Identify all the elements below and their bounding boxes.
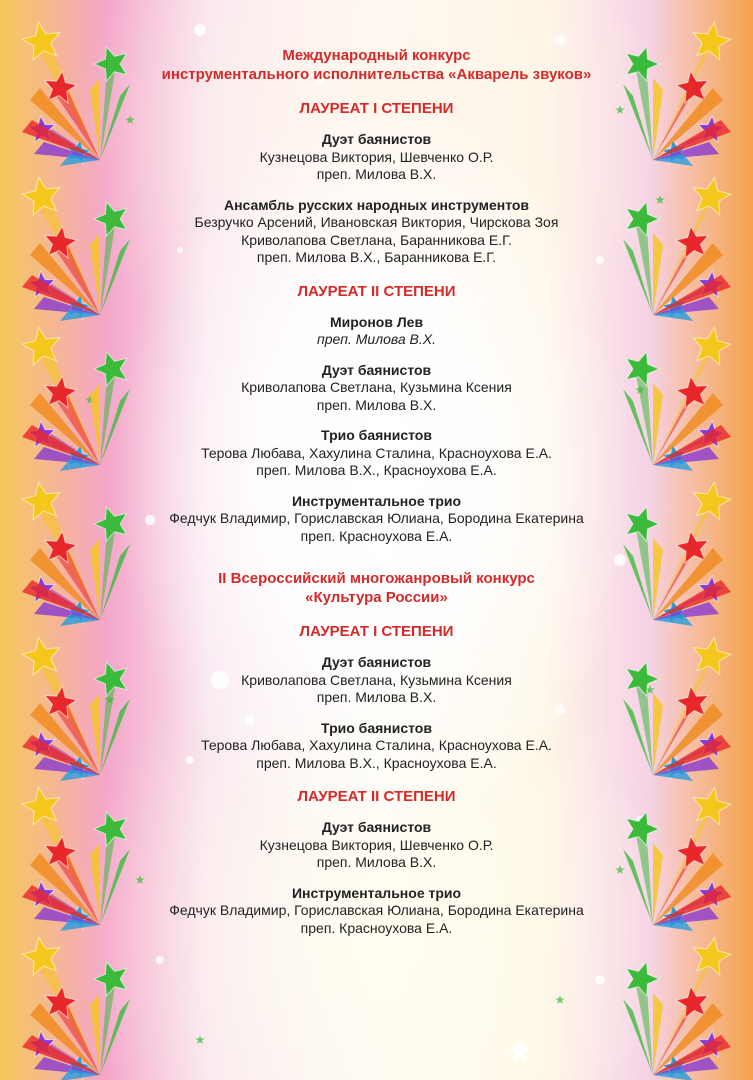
award-entry: [110, 493, 643, 546]
contest-title: [110, 46, 643, 84]
ray: [653, 383, 663, 465]
ray: [90, 78, 100, 160]
star-icon: [693, 787, 731, 825]
ray: [653, 843, 663, 925]
ray: [90, 538, 100, 620]
entry-title: Ансамбль русских народных инструментов: [223, 196, 530, 213]
entry-teacher: преп. Милова В.Х.: [316, 689, 437, 705]
sparkle: [555, 35, 565, 45]
sparkle-star-icon: [555, 995, 565, 1004]
entry-teacher: преп. Милова В.Х.: [316, 166, 437, 182]
entry-teacher: преп. Милова В.Х.: [316, 854, 437, 870]
ray: [90, 843, 100, 925]
entry-teacher: преп. Милова В.Х.: [316, 396, 437, 413]
star-icon: [676, 986, 708, 1018]
laureate-heading: ЛАУРЕАТ I СТЕПЕНИ: [299, 100, 454, 117]
star-icon: [676, 531, 708, 563]
award-entry: [110, 131, 643, 184]
entry-title: Инструментальное трио: [291, 492, 462, 509]
award-entry: [110, 819, 643, 872]
ray: [90, 993, 100, 1075]
ray: [90, 693, 100, 775]
ray: [653, 78, 663, 160]
star-icon: [693, 482, 731, 520]
entry-performers: Криволапова Светлана, Баранникова Е.Г.: [241, 231, 512, 248]
award-entry: [110, 362, 643, 415]
entry-title: Дуэт баянистов: [321, 654, 432, 670]
star-icon: [693, 327, 731, 365]
contest-1: [110, 46, 643, 545]
entry-teacher: преп. Милова В.Х.: [316, 331, 437, 347]
star-icon: [94, 962, 127, 996]
star-icon: [676, 71, 708, 103]
star-icon: [693, 637, 731, 675]
ray: [653, 233, 663, 315]
star-icon: [693, 937, 731, 975]
star-icon: [676, 686, 708, 718]
entry-performers: Федчук Владимир, Гориславская Юлиана, Бородина Екатерина: [169, 902, 584, 918]
contest-title-line: Международный конкурс: [282, 47, 471, 64]
ray: [653, 538, 663, 620]
star-icon: [676, 226, 708, 258]
contest-2: [110, 569, 643, 937]
sparkle-star-icon: [195, 1035, 205, 1044]
entry-performers: Терова Любава, Хахулина Сталина, Красноухова Е.А.: [201, 737, 552, 753]
ray: [90, 383, 100, 465]
entry-teacher: преп. Красноухова Е.А.: [300, 919, 453, 936]
awards-list: [110, 46, 643, 937]
entry-performers: Терова Любава, Хахулина Сталина, Красноухова Е.А.: [201, 444, 552, 461]
contest-title-line: «Культура России»: [305, 589, 448, 606]
star-icon: [693, 177, 731, 215]
star-icon: [676, 376, 708, 408]
award-entry: [110, 197, 643, 267]
entry-title: Миронов Лев: [329, 313, 424, 330]
sparkle: [194, 24, 206, 36]
entry-title: Трио баянистов: [321, 427, 432, 443]
contest-title-line: инструментального исполнительства «Акварель звуков»: [161, 66, 592, 83]
award-entry: [110, 427, 643, 480]
contest-title: [110, 569, 643, 607]
entry-teacher: преп. Милова В.Х., Красноухова Е.А.: [256, 462, 497, 478]
award-entry: [110, 314, 643, 349]
entry-performers: Кузнецова Виктория, Шевченко О.Р.: [259, 836, 494, 853]
entry-title: Инструментальное трио: [291, 884, 462, 901]
entry-teacher: преп. Милова В.Х., Баранникова Е.Г.: [256, 249, 497, 265]
entry-title: Дуэт баянистов: [321, 361, 432, 378]
entry-teacher: преп. Красноухова Е.А.: [300, 527, 453, 544]
sparkle-star-icon: [509, 1040, 532, 1062]
laureate-heading: ЛАУРЕАТ I СТЕПЕНИ: [299, 623, 454, 640]
laureate-heading: ЛАУРЕАТ II СТЕПЕНИ: [297, 788, 456, 805]
ray: [90, 233, 100, 315]
sparkle-star-icon: [655, 195, 665, 204]
entry-performers: Безручко Арсений, Ивановская Виктория, Чирскова Зоя: [194, 214, 559, 230]
award-entry: [110, 654, 643, 707]
award-entry: [110, 720, 643, 773]
entry-title: Трио баянистов: [321, 719, 432, 736]
star-icon: [676, 836, 708, 868]
sparkle: [595, 975, 605, 985]
entry-performers: Кузнецова Виктория, Шевченко О.Р.: [259, 148, 494, 165]
contest-title-line: II Всероссийский многожанровый конкурс: [218, 570, 535, 587]
entry-teacher: преп. Милова В.Х., Красноухова Е.А.: [256, 754, 497, 771]
sparkle: [156, 956, 164, 964]
laureate-heading: ЛАУРЕАТ II СТЕПЕНИ: [297, 282, 456, 300]
entry-title: Дуэт баянистов: [321, 819, 432, 835]
entry-performers: Федчук Владимир, Гориславская Юлиана, Бородина Екатерина: [169, 510, 584, 526]
ray: [653, 693, 663, 775]
star-icon: [626, 962, 659, 996]
entry-performers: Криволапова Светлана, Кузьмина Ксения: [241, 379, 512, 395]
star-icon: [693, 22, 731, 60]
award-entry: [110, 885, 643, 938]
entry-performers: Криволапова Светлана, Кузьмина Ксения: [241, 671, 512, 688]
ray: [653, 993, 663, 1075]
entry-title: Дуэт баянистов: [321, 131, 432, 147]
